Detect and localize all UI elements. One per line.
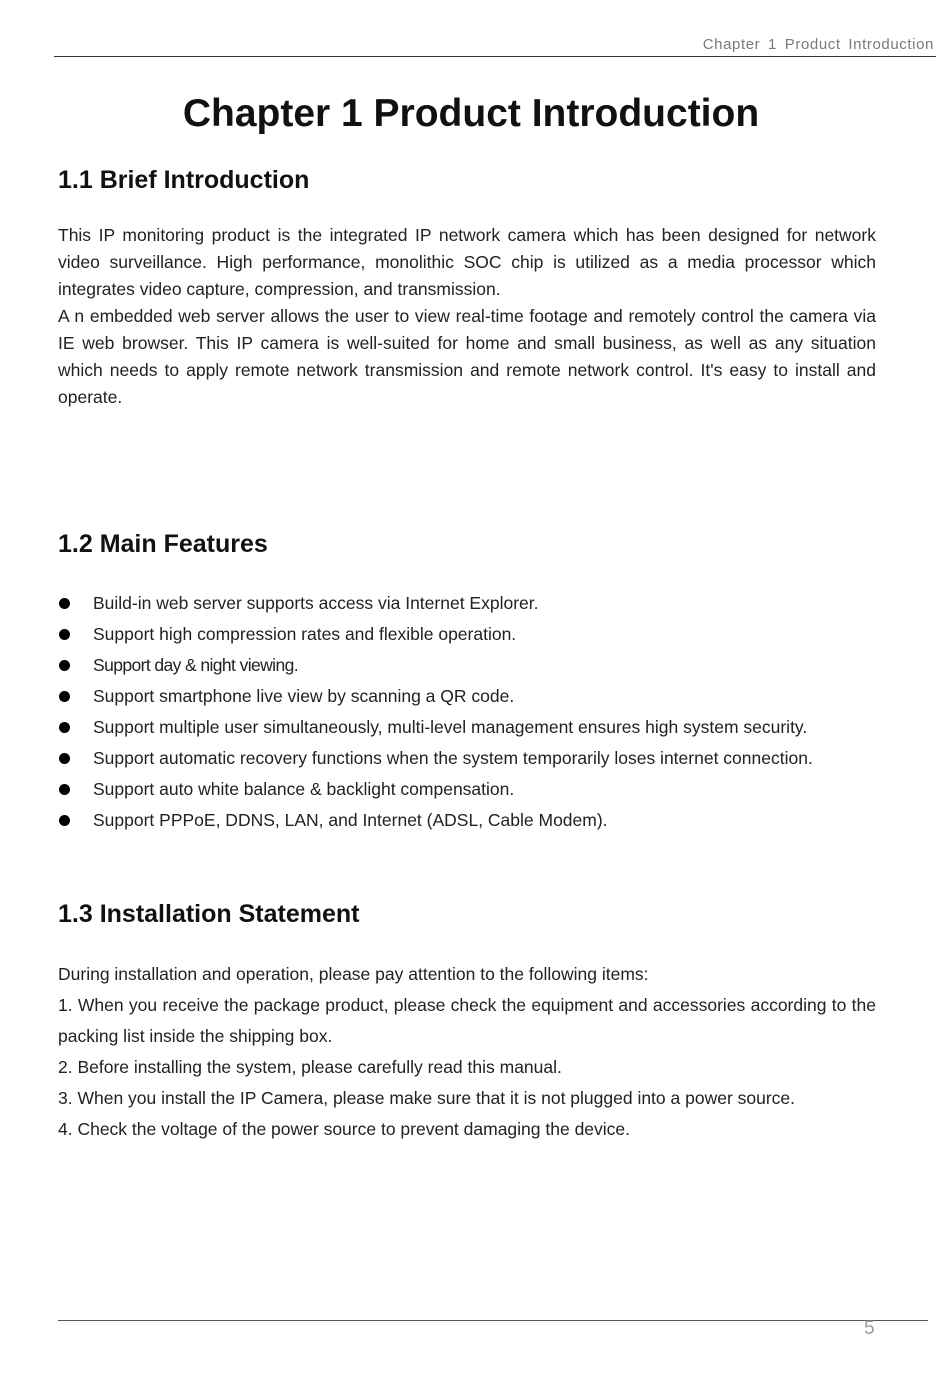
feature-text: Support multiple user simultaneously, multi-level management ensures high system security.: [93, 717, 808, 737]
bullet-icon: [59, 598, 70, 609]
feature-text: Support high compression rates and flexible operation.: [93, 624, 517, 644]
bullet-icon: [59, 753, 70, 764]
feature-item: [58, 682, 918, 713]
feature-text: Support smartphone live view by scanning a QR code.: [93, 686, 515, 706]
section-heading-main-features: 1.2 Main Features: [58, 530, 268, 558]
feature-item: [58, 713, 918, 744]
feature-text: Support auto white balance & backlight compensation.: [93, 779, 515, 799]
chapter-title: Chapter 1 Product Introduction: [182, 92, 760, 135]
feature-text: Build-in web server supports access via Internet Explorer.: [93, 593, 539, 613]
feature-item: [58, 806, 918, 837]
bullet-icon: [59, 784, 70, 795]
bullet-icon: [59, 629, 70, 640]
feature-text: Support PPPoE, DDNS, LAN, and Internet (ADSL, Cable Modem).: [93, 810, 608, 830]
bullet-icon: [59, 691, 70, 702]
intro-paragraph: This IP monitoring product is the integrated IP network camera which has been designed for network video surveillance. High performance, monolithic SOC chip is utilized as a media processor which integrates video capture, compression, and transmission.: [58, 225, 876, 299]
installation-line: During installation and operation, please pay attention to the following items:: [58, 964, 649, 984]
installation-line: 1. When you receive the package product, please check the equipment and accessories according to the packing list inside the shipping box.: [58, 995, 876, 1046]
bullet-icon: [59, 815, 70, 826]
bullet-icon: [59, 660, 70, 671]
feature-item: [58, 620, 918, 651]
intro-paragraph: A n embedded web server allows the user to view real-time footage and remotely control the camera via IE web browser. This IP camera is well-suited for home and small business, as well as any situation which needs to apply remote network transmission and remote network control. It's easy to install and operate.: [58, 306, 876, 407]
installation-list: [58, 959, 876, 1145]
header-divider: [54, 56, 936, 57]
installation-line: 2. Before installing the system, please carefully read this manual.: [58, 1057, 562, 1077]
feature-item: [58, 744, 918, 775]
running-header: Chapter 1 Product Introduction: [702, 36, 934, 53]
installation-line: 3. When you install the IP Camera, please make sure that it is not plugged into a power source.: [58, 1088, 796, 1108]
feature-item: [58, 589, 918, 620]
page-number: 5: [864, 1318, 875, 1339]
features-list: [58, 589, 918, 837]
feature-item: [58, 775, 918, 806]
installation-line: 4. Check the voltage of the power source to prevent damaging the device.: [58, 1119, 631, 1139]
bullet-icon: [59, 722, 70, 733]
section-heading-brief-introduction: 1.1 Brief Introduction: [58, 166, 310, 194]
section-heading-installation-statement: 1.3 Installation Statement: [58, 900, 360, 928]
feature-item: [58, 651, 918, 682]
feature-text: Support automatic recovery functions when the system temporarily loses internet connection.: [93, 748, 813, 768]
feature-text: Support day & night viewing.: [93, 655, 299, 675]
footer-divider: [58, 1320, 928, 1321]
